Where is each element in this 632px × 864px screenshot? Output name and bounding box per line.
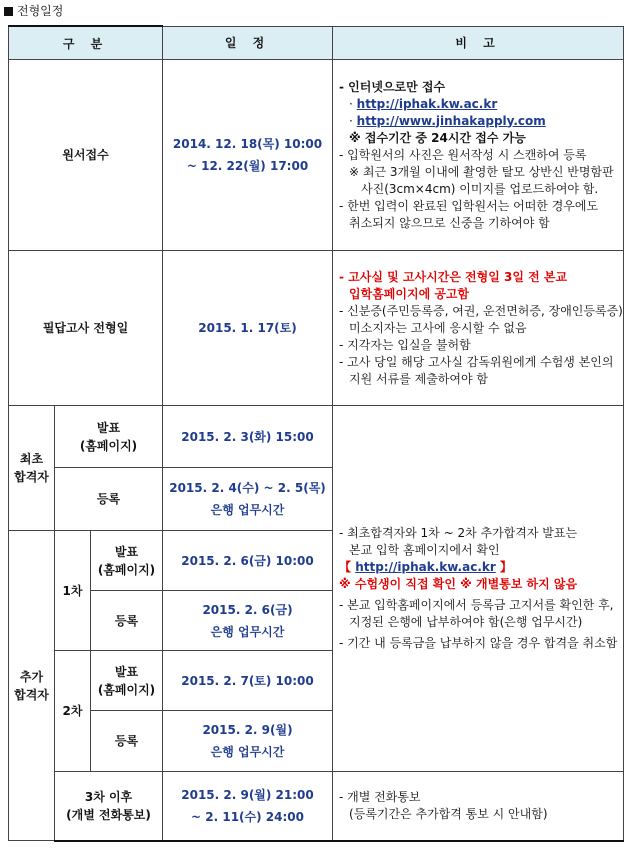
round2-announce-date: 2015. 2. 7(토) 10:00: [163, 651, 333, 711]
square-bullet-icon: [4, 7, 13, 16]
application-notes: [333, 60, 624, 251]
note-line: ※ 수험생이 직접 확인 ※ 개별통보 하지 않음: [339, 577, 578, 591]
iphak-link[interactable]: http://iphak.kw.ac.kr: [356, 96, 498, 111]
round3-label: 3차 이후 (개별 전화통보): [55, 772, 163, 841]
iphak-link[interactable]: http://iphak.kw.ac.kr: [355, 560, 496, 574]
note-line: - 고사실 및 고사시간은 전형일 3일 전 본교: [339, 269, 568, 284]
jinhakapply-link[interactable]: http://www.jinhakapply.com: [356, 113, 546, 128]
table-header-row: [9, 26, 624, 60]
schedule-table: [8, 25, 624, 842]
note-link-line: · http://www.jinhakapply.com: [349, 113, 546, 128]
first-announce-date: 2015. 2. 3(화) 15:00: [163, 406, 333, 468]
header-note: 비 고: [333, 26, 624, 60]
note-line: 취소되지 않으므로 신중을 기하여야 함: [349, 215, 550, 230]
first-register-label: 등록: [55, 468, 163, 531]
round3-date: 2015. 2. 9(월) 21:00 ~ 2. 11(수) 24:00: [163, 772, 333, 841]
application-date-start: 2014. 12. 18(목) 10:00: [172, 137, 323, 151]
note-line: - 지각자는 입실을 불허함: [339, 337, 471, 352]
exam-label: 필답고사 전형일: [9, 251, 163, 406]
note-line: - 고사 당일 해당 고사실 감독위원에게 수험생 본인의: [339, 354, 614, 369]
table-row-exam: [9, 251, 624, 406]
round1-announce-label: 발표 (홈페이지): [91, 531, 163, 591]
note-line: - 인터넷으로만 접수: [339, 79, 446, 94]
note-line: 입학홈페이지에 공고함: [349, 286, 470, 301]
section-title: 전형일정: [17, 4, 64, 18]
round2-register-label: 등록: [91, 711, 163, 772]
note-line: 사진(3cm×4cm) 이미지를 업로드하여야 함.: [361, 181, 599, 196]
header-category: 구 분: [9, 26, 163, 60]
note-line: 지원 서류를 제출하여야 함: [349, 371, 488, 386]
exam-date: 2015. 1. 17(토): [163, 251, 333, 406]
round3-notes: [333, 772, 624, 841]
note-line: ※ 최근 3개월 이내에 촬영한 탈모 상반신 반명함판: [349, 164, 614, 179]
round2-register-date: 2015. 2. 9(월) 은행 업무시간: [163, 711, 333, 772]
note-link-line: · http://iphak.kw.ac.kr: [349, 96, 498, 111]
first-announce-label: 발표 (홈페이지): [55, 406, 163, 468]
note-line: - 최초합격자와 1차 ~ 2차 추가합격자 발표는: [339, 526, 578, 540]
header-date: 일 정: [163, 26, 333, 60]
note-line: - 신분증(주민등록증, 여권, 운전면허증, 장애인등록증): [339, 303, 623, 318]
application-label: 원서접수: [9, 60, 163, 251]
round1-announce-date: 2015. 2. 6(금) 10:00: [163, 531, 333, 591]
note-line: 미소지자는 고사에 응시할 수 없음: [349, 320, 527, 335]
note-link-line: 【 http://iphak.kw.ac.kr 】: [339, 560, 512, 574]
round1-label: 1차: [55, 531, 91, 651]
table-row-r3: [9, 772, 624, 841]
note-line: - 개별 전화통보: [339, 789, 421, 804]
additional-group-label: 추가 합격자: [9, 531, 55, 841]
round1-register-label: 등록: [91, 591, 163, 651]
first-group-label: 최초 합격자: [9, 406, 55, 531]
note-line: ※ 접수기간 중 24시간 접수 가능: [349, 130, 526, 145]
application-date-end: ~ 12. 22(월) 17:00: [186, 159, 309, 173]
shared-notes: [333, 406, 624, 772]
note-line: - 본교 입학홈페이지에서 등록금 고지서를 확인한 후,: [339, 598, 614, 612]
round2-announce-label: 발표 (홈페이지): [91, 651, 163, 711]
note-line: - 한번 입력이 완료된 입학원서는 어떠한 경우에도: [339, 198, 599, 213]
round1-register-date: 2015. 2. 6(금) 은행 업무시간: [163, 591, 333, 651]
round2-label: 2차: [55, 651, 91, 772]
application-date: [163, 60, 333, 251]
note-line: - 입학원서의 사진은 원서작성 시 스캔하여 등록: [339, 147, 587, 162]
note-line: (등록기간은 추가합격 통보 시 안내함): [349, 806, 548, 821]
table-row-application: [9, 60, 624, 251]
first-register-date: 2015. 2. 4(수) ~ 2. 5(목) 은행 업무시간: [163, 468, 333, 531]
table-row-first-announce: [9, 406, 624, 468]
note-line: 지정된 은행에 납부하여야 함(은행 업무시간): [349, 615, 583, 629]
section-heading: [4, 3, 63, 19]
note-line: 본교 입학 홈페이지에서 확인: [349, 543, 500, 557]
exam-notes: [333, 251, 624, 406]
note-line: - 기간 내 등록금을 납부하지 않을 경우 합격을 취소함: [339, 636, 618, 650]
